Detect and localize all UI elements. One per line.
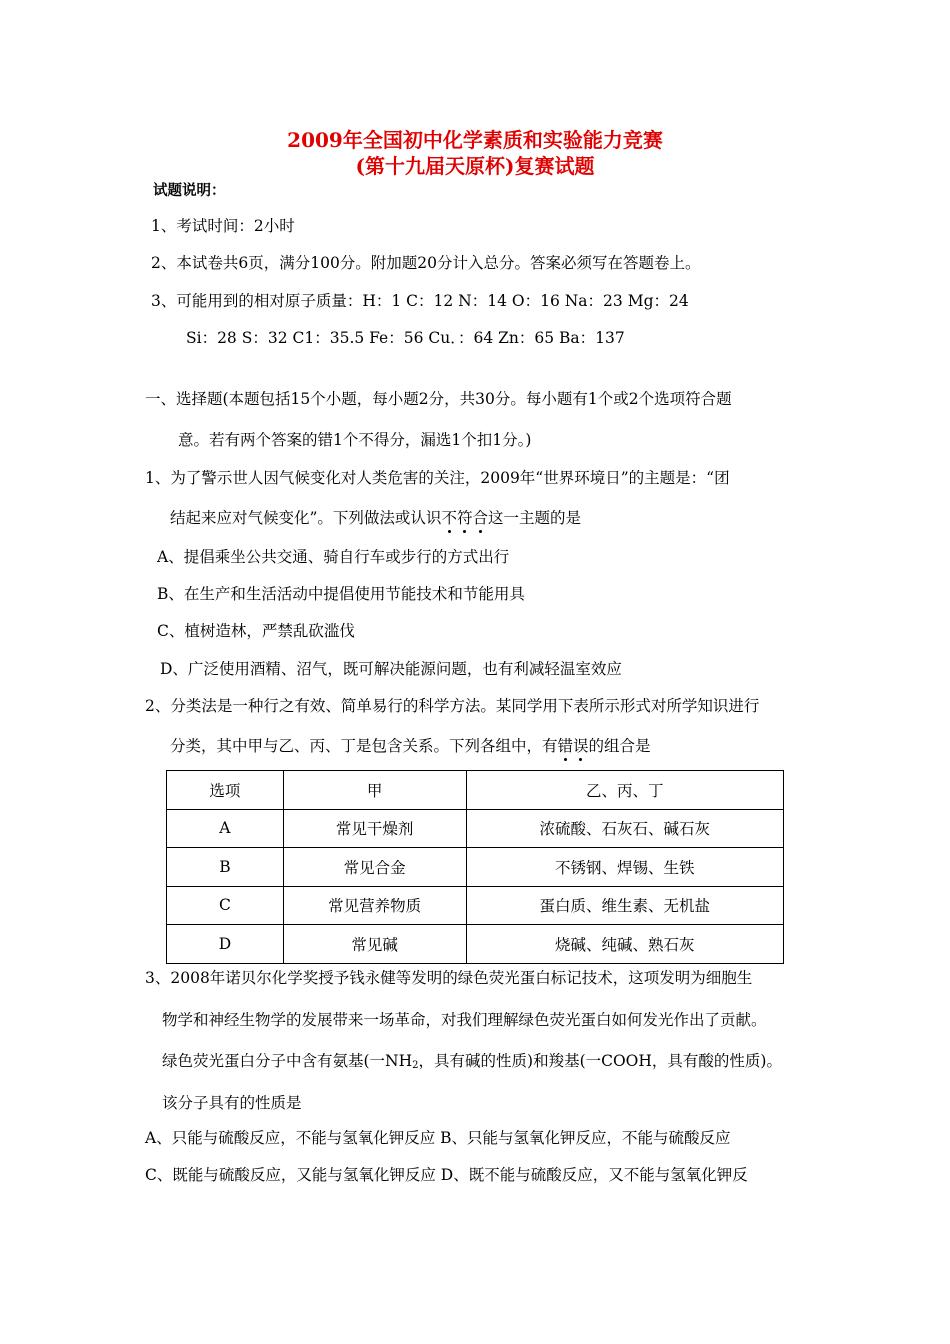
q3-stem-pre: 绿色荧光蛋白分子中含有氨基(一NH — [162, 1052, 413, 1070]
q1-option-b: B、在生产和生活活动中提倡使用节能技术和节能用具 — [157, 585, 525, 603]
q3-stem-post: ，具有碱的性质)和羧基(一COOH，具有酸的性质)。 — [418, 1052, 782, 1070]
q1-stem-line2 — [170, 506, 581, 528]
q3-subscript: 2 — [412, 1060, 419, 1071]
table-header-cell: 甲 — [283, 771, 466, 810]
table-row — [167, 925, 784, 964]
q3-stem-line2: 物学和神经生物学的发展带来一场革命，对我们理解绿色荧光蛋白如何发光作出了贡献。 — [162, 1011, 767, 1029]
section-note: 意。若有两个答案的错1个不得分，漏选1个扣1分。) — [178, 431, 532, 449]
q2-emphasis-char: 误 — [573, 737, 589, 755]
q2-stem-line1: 2、分类法是一种行之有效、简单易行的科学方法。某同学用下表所示形式对所学知识进行 — [145, 697, 760, 715]
q1-emphasis-char: 合 — [472, 509, 488, 527]
q3-options-ab: A、只能与硫酸反应，不能与氢氧化钾反应 B、只能与氢氧化钾反应，不能与硫酸反应 — [145, 1129, 731, 1147]
table-header-row — [167, 771, 784, 810]
table-cell: 常见合金 — [283, 848, 466, 887]
q3-stem-line4: 该分子具有的性质是 — [162, 1094, 302, 1112]
instruction-atomic-mass-cont: Si：28 S：32 C1：35.5 Fe：56 Cu．：64 Zn：65 Ba：137 — [186, 329, 625, 347]
instructions-heading: 试题说明： — [153, 182, 226, 199]
table-cell: 常见干燥剂 — [283, 809, 466, 848]
q2-stem-pre: 分类，其中甲与乙、丙、丁是包含关系。下列各组中，有 — [170, 737, 558, 755]
q1-option-c: C、植树造林，严禁乱砍滥伐 — [157, 622, 355, 640]
table-header-cell: 选项 — [167, 771, 284, 810]
q3-stem-line1: 3、2008年诺贝尔化学奖授予钱永健等发明的绿色荧光蛋白标记技术，这项发明为细胞生 — [145, 969, 753, 987]
table-cell: 浓硫酸、石灰石、碱石灰 — [466, 809, 784, 848]
section-heading: 一、选择题(本题包括15个小题，每小题2分，共30分。每小题有1个或2个选项符合题 — [145, 390, 732, 408]
q1-stem-line1: 1、为了警示世人因气候变化对人类危害的关注，2009年“世界环境日”的主题是：“团 — [145, 469, 730, 487]
q3-options-cd: C、既能与硫酸反应，又能与氢氧化钾反应 D、既不能与硫酸反应，又不能与氢氧化钾反 — [145, 1166, 748, 1184]
instruction-time: 1、考试时间：2小时 — [151, 217, 295, 235]
table-cell: C — [167, 886, 284, 925]
q1-option-a: A、提倡乘坐公共交通、骑自行车或步行的方式出行 — [157, 548, 510, 566]
table-cell: 常见营养物质 — [283, 886, 466, 925]
q1-option-d: D、广泛使用酒精、沼气，既可解决能源问题，也有利减轻温室效应 — [160, 660, 622, 678]
q1-emphasis-char: 符 — [456, 509, 473, 527]
table-cell: 蛋白质、维生素、无机盐 — [466, 886, 784, 925]
table-row — [167, 809, 784, 848]
q2-stem-post: 的组合是 — [588, 737, 651, 755]
q1-stem-pre: 结起来应对气候变化”。下列做法或认识 — [170, 509, 442, 527]
table-row — [167, 886, 784, 925]
table-cell: 烧碱、纯碱、熟石灰 — [466, 925, 784, 964]
classification-table — [166, 770, 784, 964]
table-cell: 不锈钢、焊锡、生铁 — [466, 848, 784, 887]
document-title-line1: 2009年全国初中化学素质和实验能力竞赛 — [287, 128, 663, 152]
table-row — [167, 848, 784, 887]
document-title-line2: (第十九届天原杯)复赛试题 — [355, 154, 595, 178]
table-header-cell: 乙、丙、丁 — [466, 771, 784, 810]
instruction-atomic-mass: 3、可能用到的相对原子质量：H：1 C：12 N：14 O：16 Na：23 Mg：24 — [151, 292, 689, 310]
table-cell: D — [167, 925, 284, 964]
q1-stem-post: 这一主题的是 — [487, 509, 581, 527]
table-cell: B — [167, 848, 284, 887]
table-cell: 常见碱 — [283, 925, 466, 964]
q2-stem-line2 — [170, 734, 651, 756]
table-cell: A — [167, 809, 284, 848]
q1-emphasis-char: 不 — [441, 509, 457, 527]
q2-emphasis-char: 错 — [557, 737, 574, 755]
q3-stem-line3 — [162, 1049, 782, 1071]
instruction-pages: 2、本试卷共6页，满分100分。附加题20分计入总分。答案必须写在答题卷上。 — [151, 254, 701, 272]
